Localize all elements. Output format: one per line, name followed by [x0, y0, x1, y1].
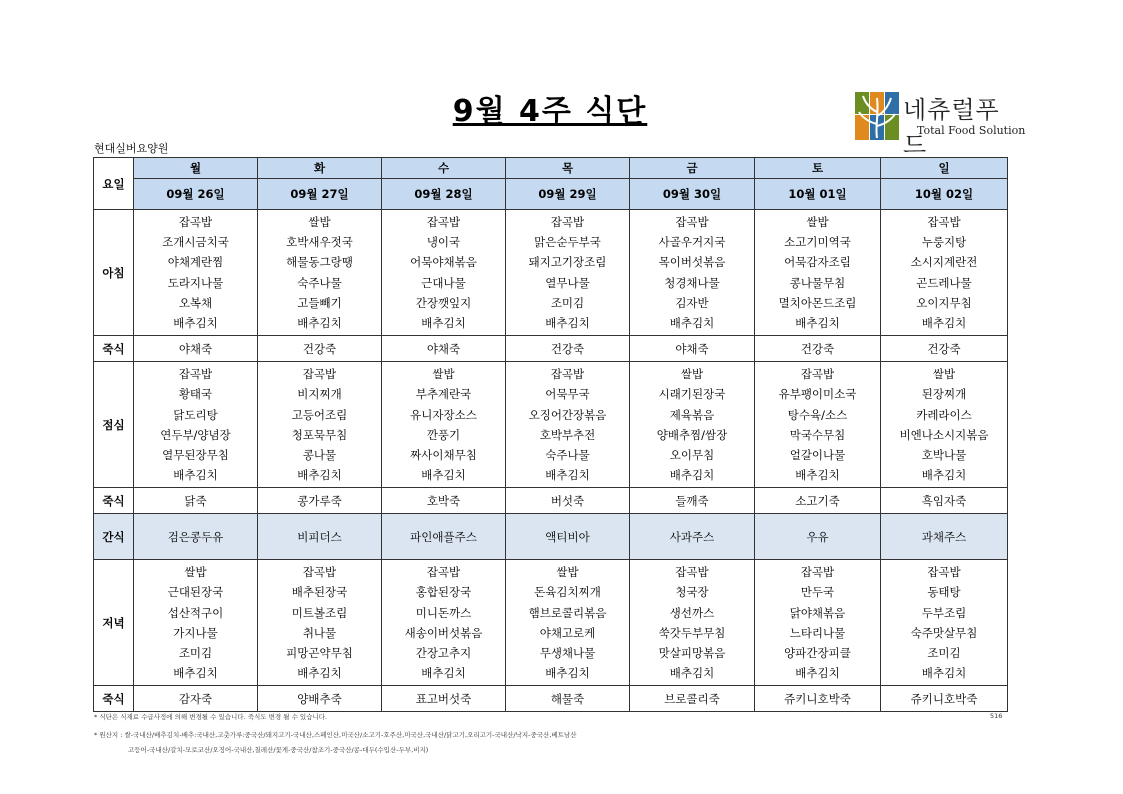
- menu-item: 두부조림: [921, 605, 967, 620]
- company-logo: [855, 90, 1026, 159]
- menu-item: 잡곡밥: [800, 565, 835, 580]
- date-header: 10월 02일: [881, 179, 1008, 210]
- menu-item: 잡곡밥: [800, 367, 835, 382]
- porridge-cell: 흑임자죽: [881, 488, 1008, 514]
- meal-cell: [382, 210, 506, 336]
- menu-item: 맑은순두부국: [534, 235, 601, 250]
- meal-cell: [506, 210, 630, 336]
- menu-item: 조미김: [550, 295, 585, 310]
- menu-item: 동태탕: [927, 585, 961, 600]
- date-header: 09월 29일: [506, 179, 630, 210]
- menu-item: 잡곡밥: [178, 215, 213, 229]
- menu-item: 호박나물: [921, 447, 967, 462]
- menu-item: 비엔나소시지볶음: [899, 427, 989, 442]
- snack-cell: 파인애플주스: [382, 514, 506, 560]
- menu-item: 배추김치: [297, 315, 342, 330]
- meal-cell: [382, 362, 506, 488]
- menu-item: 짜사이채무침: [410, 447, 477, 462]
- menu-item: 조미김: [927, 646, 961, 660]
- menu-item: 연두부/양념장: [160, 427, 231, 442]
- menu-item: 오이무침: [669, 447, 715, 462]
- menu-item: 해물동그랑땡: [286, 255, 353, 270]
- menu-item: 소고기미역국: [784, 235, 851, 250]
- menu-item: 미니돈까스: [415, 605, 472, 620]
- menu-item: 양파간장피클: [784, 646, 851, 660]
- menu-item: 김자반: [675, 295, 709, 310]
- menu-item: 잡곡밥: [675, 215, 709, 229]
- menu-item: 어묵감자조림: [784, 255, 851, 270]
- menu-item: 근대나물: [421, 275, 466, 290]
- day-header: 수: [382, 158, 506, 179]
- day-header: 금: [630, 158, 755, 179]
- menu-item: 콩나물무침: [789, 275, 846, 290]
- menu-item: 배추김치: [795, 315, 840, 330]
- date-header: 09월 26일: [134, 179, 258, 210]
- menu-item: 배추김치: [669, 315, 715, 330]
- menu-item: 열무나물: [545, 275, 590, 290]
- menu-item: 얼갈이나물: [789, 447, 846, 462]
- menu-item: 잡곡밥: [927, 565, 961, 580]
- menu-item: 배추김치: [421, 468, 466, 483]
- menu-item: 오이지무침: [916, 295, 972, 310]
- menu-item: 배추김치: [173, 666, 218, 681]
- meal-cell: [134, 362, 258, 488]
- date-header: 10월 01일: [755, 179, 881, 210]
- meal-label: 아침: [94, 210, 134, 336]
- facility-name: 현대실버요양원: [94, 142, 169, 155]
- menu-item: 돈육김치찌개: [534, 585, 601, 600]
- menu-item: 냉이국: [426, 235, 461, 250]
- menu-item: 숙주나물: [545, 447, 590, 462]
- corner-label: 요일: [94, 158, 134, 210]
- porridge-cell: 양배추죽: [258, 686, 382, 712]
- day-header: 토: [755, 158, 881, 179]
- porridge-cell: 쥬키니호박죽: [881, 686, 1008, 712]
- menu-item: 열무된장무침: [162, 447, 229, 462]
- menu-item: 섭산적구이: [167, 605, 224, 620]
- menu-item: 막국수무침: [789, 427, 846, 442]
- porridge-cell: 야채죽: [134, 336, 258, 362]
- menu-item: 탕수육/소스: [787, 407, 848, 422]
- menu-item: 배추김치: [545, 468, 590, 483]
- menu-item: 소시지계란전: [910, 255, 978, 270]
- page-title: 9월 4주 식단: [452, 94, 648, 129]
- menu-item: 미트볼조림: [291, 605, 348, 620]
- menu-row-meal: [94, 560, 1008, 686]
- meal-cell: [134, 560, 258, 686]
- meal-cell: [258, 560, 382, 686]
- meal-cell: [506, 362, 630, 488]
- menu-row-porridge: [94, 336, 1008, 362]
- menu-item: 잡곡밥: [302, 565, 337, 580]
- meal-cell: [755, 362, 881, 488]
- menu-item: 배추김치: [297, 468, 342, 483]
- meal-cell: [630, 210, 755, 336]
- day-header: 목: [506, 158, 630, 179]
- porridge-cell: 닭죽: [134, 488, 258, 514]
- menu-item: 고들빼기: [297, 295, 342, 310]
- menu-item: 숙주맛살무침: [910, 625, 978, 640]
- snack-cell: 액티비아: [506, 514, 630, 560]
- menu-item: 쌀밥: [680, 367, 704, 382]
- menu-item: 콩나물: [302, 447, 337, 462]
- menu-item: 배추김치: [795, 666, 840, 681]
- menu-item: 잡곡밥: [426, 215, 461, 229]
- day-header: 일: [881, 158, 1008, 179]
- menu-item: 배추김치: [297, 666, 342, 681]
- menu-item: 조개시금치국: [162, 235, 229, 250]
- menu-item: 배추김치: [921, 666, 967, 681]
- menu-item: 호박부추전: [539, 427, 596, 442]
- menu-item: 유부팽이미소국: [778, 387, 857, 402]
- porridge-cell: 해물죽: [506, 686, 630, 712]
- snack-cell: 검은콩두유: [134, 514, 258, 560]
- day-header: 월: [134, 158, 258, 179]
- menu-item: 쌀밥: [806, 215, 829, 229]
- menu-item: 배추된장국: [291, 585, 348, 600]
- porridge-cell: 야채죽: [382, 336, 506, 362]
- menu-item: 잡곡밥: [178, 367, 213, 382]
- menu-item: 목이버섯볶음: [658, 255, 726, 270]
- menu-row-meal: [94, 362, 1008, 488]
- menu-row-porridge: [94, 686, 1008, 712]
- menu-item: 부추계란국: [415, 387, 472, 402]
- menu-item: 취나물: [302, 625, 337, 640]
- porridge-cell: 쥬키니호박죽: [755, 686, 881, 712]
- menu-item: 배추김치: [421, 315, 466, 330]
- menu-item: 청국장: [675, 585, 709, 600]
- page-number: 516: [990, 712, 1003, 720]
- logo-mark-icon: [855, 92, 899, 140]
- menu-item: 오복채: [178, 295, 213, 310]
- meal-label: 죽식: [94, 686, 134, 712]
- menu-item: 배추김치: [669, 666, 715, 681]
- logo-tagline: Total Food Solution: [917, 124, 1026, 137]
- menu-item: 잡곡밥: [302, 367, 337, 382]
- porridge-cell: 건강죽: [258, 336, 382, 362]
- menu-item: 된장찌개: [921, 387, 967, 402]
- menu-item: 배추김치: [173, 315, 218, 330]
- menu-item: 시래기된장국: [658, 387, 726, 402]
- porridge-cell: 들깨죽: [630, 488, 755, 514]
- meal-label: 죽식: [94, 336, 134, 362]
- menu-item: 누룽지탕: [921, 235, 967, 250]
- porridge-cell: 건강죽: [881, 336, 1008, 362]
- weekly-menu-table: [93, 157, 1008, 712]
- porridge-cell: 야채죽: [630, 336, 755, 362]
- menu-item: 배추김치: [545, 315, 590, 330]
- menu-item: 피망곤약무침: [286, 646, 353, 660]
- snack-cell: 우유: [755, 514, 881, 560]
- porridge-cell: 콩가루죽: [258, 488, 382, 514]
- menu-item: 홍합된장국: [415, 585, 472, 600]
- menu-item: 간장깻잎지: [415, 295, 472, 310]
- meal-cell: [881, 210, 1008, 336]
- menu-row-snack: [94, 514, 1008, 560]
- menu-item: 잡곡밥: [426, 565, 461, 580]
- menu-item: 배추김치: [421, 666, 466, 681]
- snack-cell: 과채주스: [881, 514, 1008, 560]
- menu-item: 도라지나물: [167, 275, 224, 290]
- menu-row-porridge: [94, 488, 1008, 514]
- snack-cell: 사과주스: [630, 514, 755, 560]
- menu-item: 생선까스: [669, 605, 715, 620]
- menu-item: 새송이버섯볶음: [404, 625, 483, 640]
- menu-item: 고등어조림: [291, 407, 348, 422]
- porridge-cell: 소고기죽: [755, 488, 881, 514]
- menu-item: 야채계란찜: [167, 255, 224, 270]
- menu-item: 황태국: [178, 387, 213, 402]
- menu-item: 조미김: [178, 646, 213, 660]
- menu-item: 배추김치: [669, 468, 715, 483]
- menu-item: 사골우거지국: [658, 235, 726, 250]
- menu-change-note: * 식단은 식재료 수급사정에 의해 변경될 수 있습니다. 죽식도 변경 될 수 있습니다.: [94, 713, 328, 721]
- menu-item: 배추김치: [795, 468, 840, 483]
- meal-cell: [755, 560, 881, 686]
- date-header: 09월 27일: [258, 179, 382, 210]
- porridge-cell: 건강죽: [755, 336, 881, 362]
- meal-label: 점심: [94, 362, 134, 488]
- menu-item: 청포묵무침: [291, 427, 348, 442]
- porridge-cell: 버섯죽: [506, 488, 630, 514]
- meal-label: 간식: [94, 514, 134, 560]
- menu-row-meal: [94, 210, 1008, 336]
- menu-item: 배추김치: [173, 468, 218, 483]
- menu-item: 쌀밥: [932, 367, 956, 382]
- meal-cell: [881, 362, 1008, 488]
- meal-label: 저녁: [94, 560, 134, 686]
- menu-item: 야채고로케: [539, 625, 596, 640]
- menu-item: 비지찌개: [297, 387, 342, 402]
- porridge-cell: 표고버섯죽: [382, 686, 506, 712]
- meal-cell: [258, 210, 382, 336]
- porridge-cell: 감자죽: [134, 686, 258, 712]
- menu-item: 햄브로콜리볶음: [528, 605, 607, 620]
- menu-item: 무생채나물: [539, 646, 596, 660]
- menu-item: 쌀밥: [308, 215, 331, 229]
- menu-item: 어묵야채볶음: [410, 255, 477, 270]
- menu-item: 닭야채볶음: [789, 605, 846, 620]
- menu-item: 깐풍기: [426, 427, 461, 442]
- date-header: 09월 30일: [630, 179, 755, 210]
- menu-item: 쌀밥: [184, 565, 207, 580]
- menu-item: 곤드레나물: [916, 275, 972, 290]
- menu-item: 숙주나물: [297, 275, 342, 290]
- day-header: 화: [258, 158, 382, 179]
- menu-item: 호박새우젓국: [286, 235, 353, 250]
- menu-item: 잡곡밥: [550, 215, 585, 229]
- menu-item: 청경채나물: [664, 275, 720, 290]
- meal-label: 죽식: [94, 488, 134, 514]
- menu-item: 간장고추지: [415, 646, 472, 660]
- date-header: 09월 28일: [382, 179, 506, 210]
- menu-item: 양배추찜/쌈장: [656, 427, 728, 442]
- menu-item: 잡곡밥: [550, 367, 585, 382]
- menu-item: 유니자장소스: [410, 407, 477, 422]
- menu-item: 돼지고기장조림: [528, 255, 607, 270]
- origin-note-line2: 고등어-국내산/갈치-모로코산/오징어-국내산,칠레산/꽃게-중국산/참조기-중국산/콩-대두(수입산-두부,비지): [128, 746, 429, 754]
- menu-item: 쌀밥: [556, 565, 579, 580]
- menu-item: 잡곡밥: [675, 565, 709, 580]
- snack-cell: 비피더스: [258, 514, 382, 560]
- porridge-cell: 브로콜리죽: [630, 686, 755, 712]
- menu-item: 어묵무국: [545, 387, 590, 402]
- meal-cell: [881, 560, 1008, 686]
- menu-item: 배추김치: [921, 315, 967, 330]
- menu-item: 가지나물: [173, 625, 218, 640]
- meal-cell: [630, 560, 755, 686]
- menu-item: 쑥갓두부무침: [658, 625, 726, 640]
- menu-item: 배추김치: [545, 666, 590, 681]
- menu-item: 만두국: [800, 585, 835, 600]
- menu-item: 카레라이스: [916, 407, 972, 422]
- porridge-cell: 건강죽: [506, 336, 630, 362]
- menu-item: 근대된장국: [167, 585, 224, 600]
- meal-cell: [382, 560, 506, 686]
- menu-item: 느타리나물: [789, 625, 846, 640]
- meal-cell: [755, 210, 881, 336]
- meal-cell: [134, 210, 258, 336]
- menu-item: 배추김치: [921, 468, 967, 483]
- menu-item: 쌀밥: [432, 367, 455, 382]
- porridge-cell: 호박죽: [382, 488, 506, 514]
- meal-cell: [630, 362, 755, 488]
- meal-cell: [506, 560, 630, 686]
- menu-item: 잡곡밥: [927, 215, 961, 229]
- menu-item: 맛살피망볶음: [658, 646, 726, 660]
- meal-cell: [258, 362, 382, 488]
- logo-brand: 네츄럴푸드: [903, 96, 1000, 159]
- menu-item: 멸치아몬드조림: [778, 295, 857, 310]
- menu-item: 오징어간장볶음: [528, 407, 607, 422]
- menu-item: 닭도리탕: [173, 407, 218, 422]
- menu-item: 제육볶음: [669, 407, 715, 422]
- origin-note-line1: * 원산지 : 쌀-국내산/배추김치-배추:국내산,고춧가루:중국산/돼지고기-국내산,스페인산,미국산/소고기-호주산,미국산,국내산/닭고기,오리고기-국내산/낙지-중국산,베트남산: [94, 731, 577, 739]
